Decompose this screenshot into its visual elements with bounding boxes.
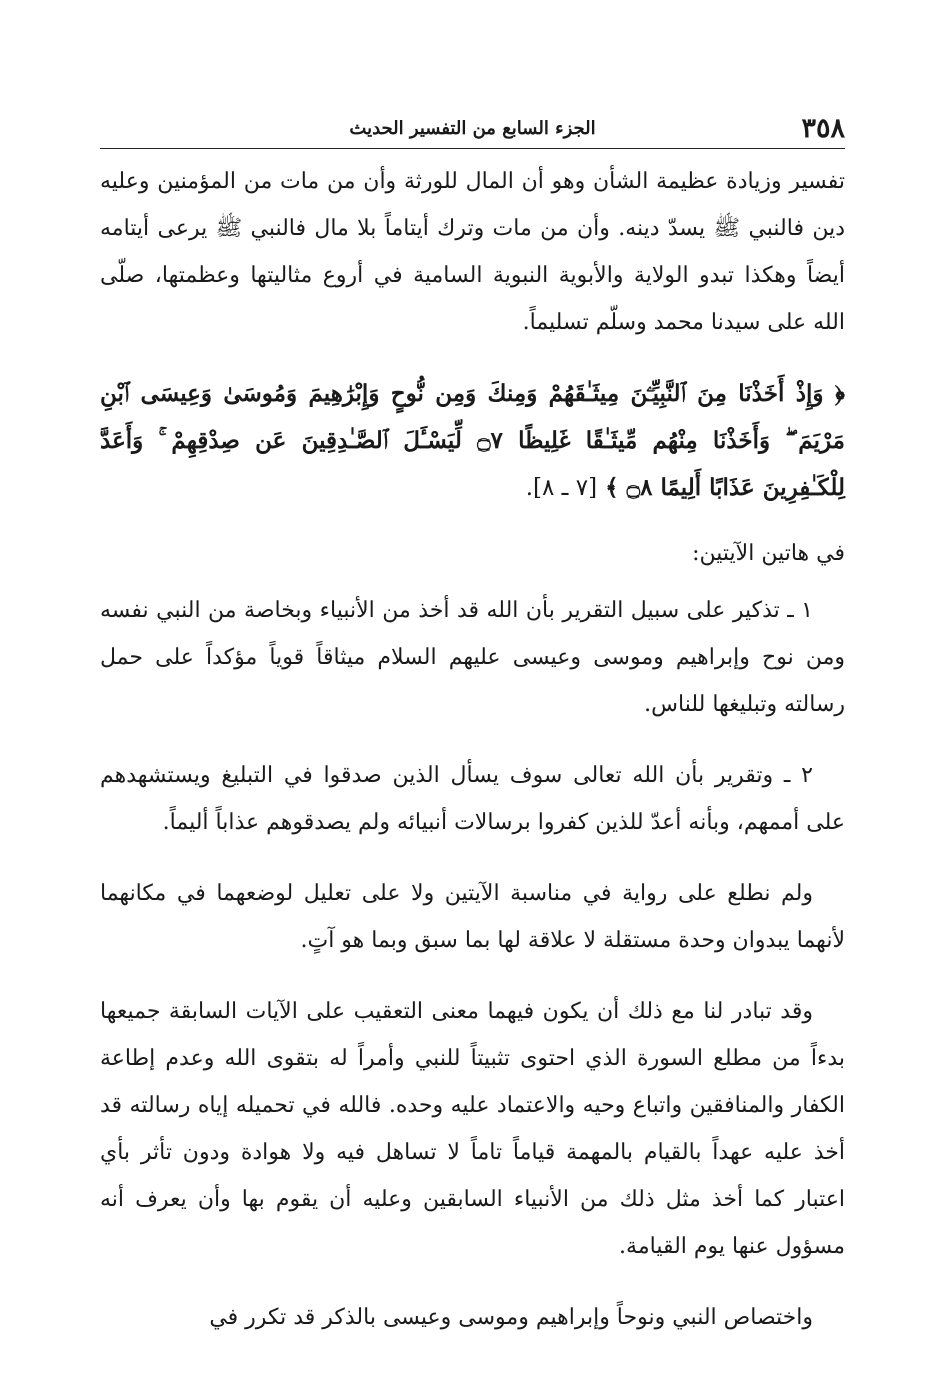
paragraph-continuation: واختصاص النبي ونوحاً وإبراهيم وموسى وعيسى بالذكر قد تكرر في: [209, 1305, 813, 1330]
paragraph-intro: تفسير وزيادة عظيمة الشأن وهو أن المال للورثة وأن من مات من المؤمنين وعليه دين فالنبي ﷺ يسدّ دينه. وأن من مات وترك أيتاماً بلا مال فالنبي ﷺ يرعى أيتامه أيضاً وهكذا تبدو الولاية والأبوية النبوية السامية في أروع مثاليتها وعظمتها، صلّى الله على سيدنا محمد وسلّم تسليماً.: [100, 169, 845, 335]
list-item-2: ٢ ـ وتقرير بأن الله تعالى سوف يسأل الذين صدقوا في التبليغ ويستشهدهم على أممهم، وبأنه أعدّ للذين كفروا برسالات أنبيائه ولم يصدقوهم عذاباً أليماً.: [100, 763, 845, 835]
page-number: ٣٥٨: [801, 113, 845, 144]
paragraph-occasion: ولم نطلع على رواية في مناسبة الآيتين ولا على تعليل لوضعهما في مكانهما لأنهما يبدوان وحدة مستقلة لا علاقة لها بما سبق وبما هو آتٍ.: [100, 881, 845, 953]
body-text: [100, 158, 845, 1365]
header-rule: [100, 148, 845, 149]
quran-verse-text: ﴿ وَإِذْ أَخَذْنَا مِنَ ٱلنَّبِيِّـۧنَ مِيثَـٰقَهُمْ وَمِنكَ وَمِن نُّوحٍ وَإِبْرَٰهِيمَ وَمُوسَىٰ وَعِيسَى ٱبْنِ مَرْيَمَ ۖ وَأَخَذْنَا مِنْهُم مِّيثَـٰقًا غَلِيظًا ۝٧ لِّيَسْـَٔلَ ٱلصَّـٰدِقِينَ عَن صِدْقِهِمْ ۚ وَأَعَدَّ لِلْكَـٰفِرِينَ عَذَابًا أَلِيمًا ۝٨ ﴾: [100, 380, 845, 501]
quran-verse: [100, 370, 845, 512]
verse-reference: [٧ ـ ٨].: [525, 475, 598, 501]
page-header: [100, 112, 845, 146]
list-item-1: ١ ـ تذكير على سبيل التقرير بأن الله قد أخذ من الأنبياء وبخاصة من النبي نفسه ومن نوح وإبراهيم وموسى وعيسى عليهم السلام ميثاقاً قوياً مؤكداً على حمل رسالته وتبليغها للناس.: [100, 598, 845, 717]
paragraph-lead: في هاتين الآيتين:: [692, 541, 845, 566]
paragraph-commentary: وقد تبادر لنا مع ذلك أن يكون فيهما معنى التعقيب على الآيات السابقة جميعها بدءاً من مطلع السورة الذي احتوى تثبيتاً للنبي وأمراً له بتقوى الله وعدم إطاعة الكفار والمنافقين واتباع وحيه والاعتماد عليه وحده. فالله في تحميله إياه رسالته قد أخذ عليه عهداً بالقيام بالمهمة قياماً تاماً لا تساهل فيه ولا هوادة ودون تأثر بأي اعتبار كما أخذ مثل ذلك من الأنبياء السابقين وعليه أن يقوم بها وأن يعرف أنه مسؤول عنها يوم القيامة.: [100, 999, 846, 1259]
running-title: الجزء السابع من التفسير الحديث: [349, 118, 596, 139]
